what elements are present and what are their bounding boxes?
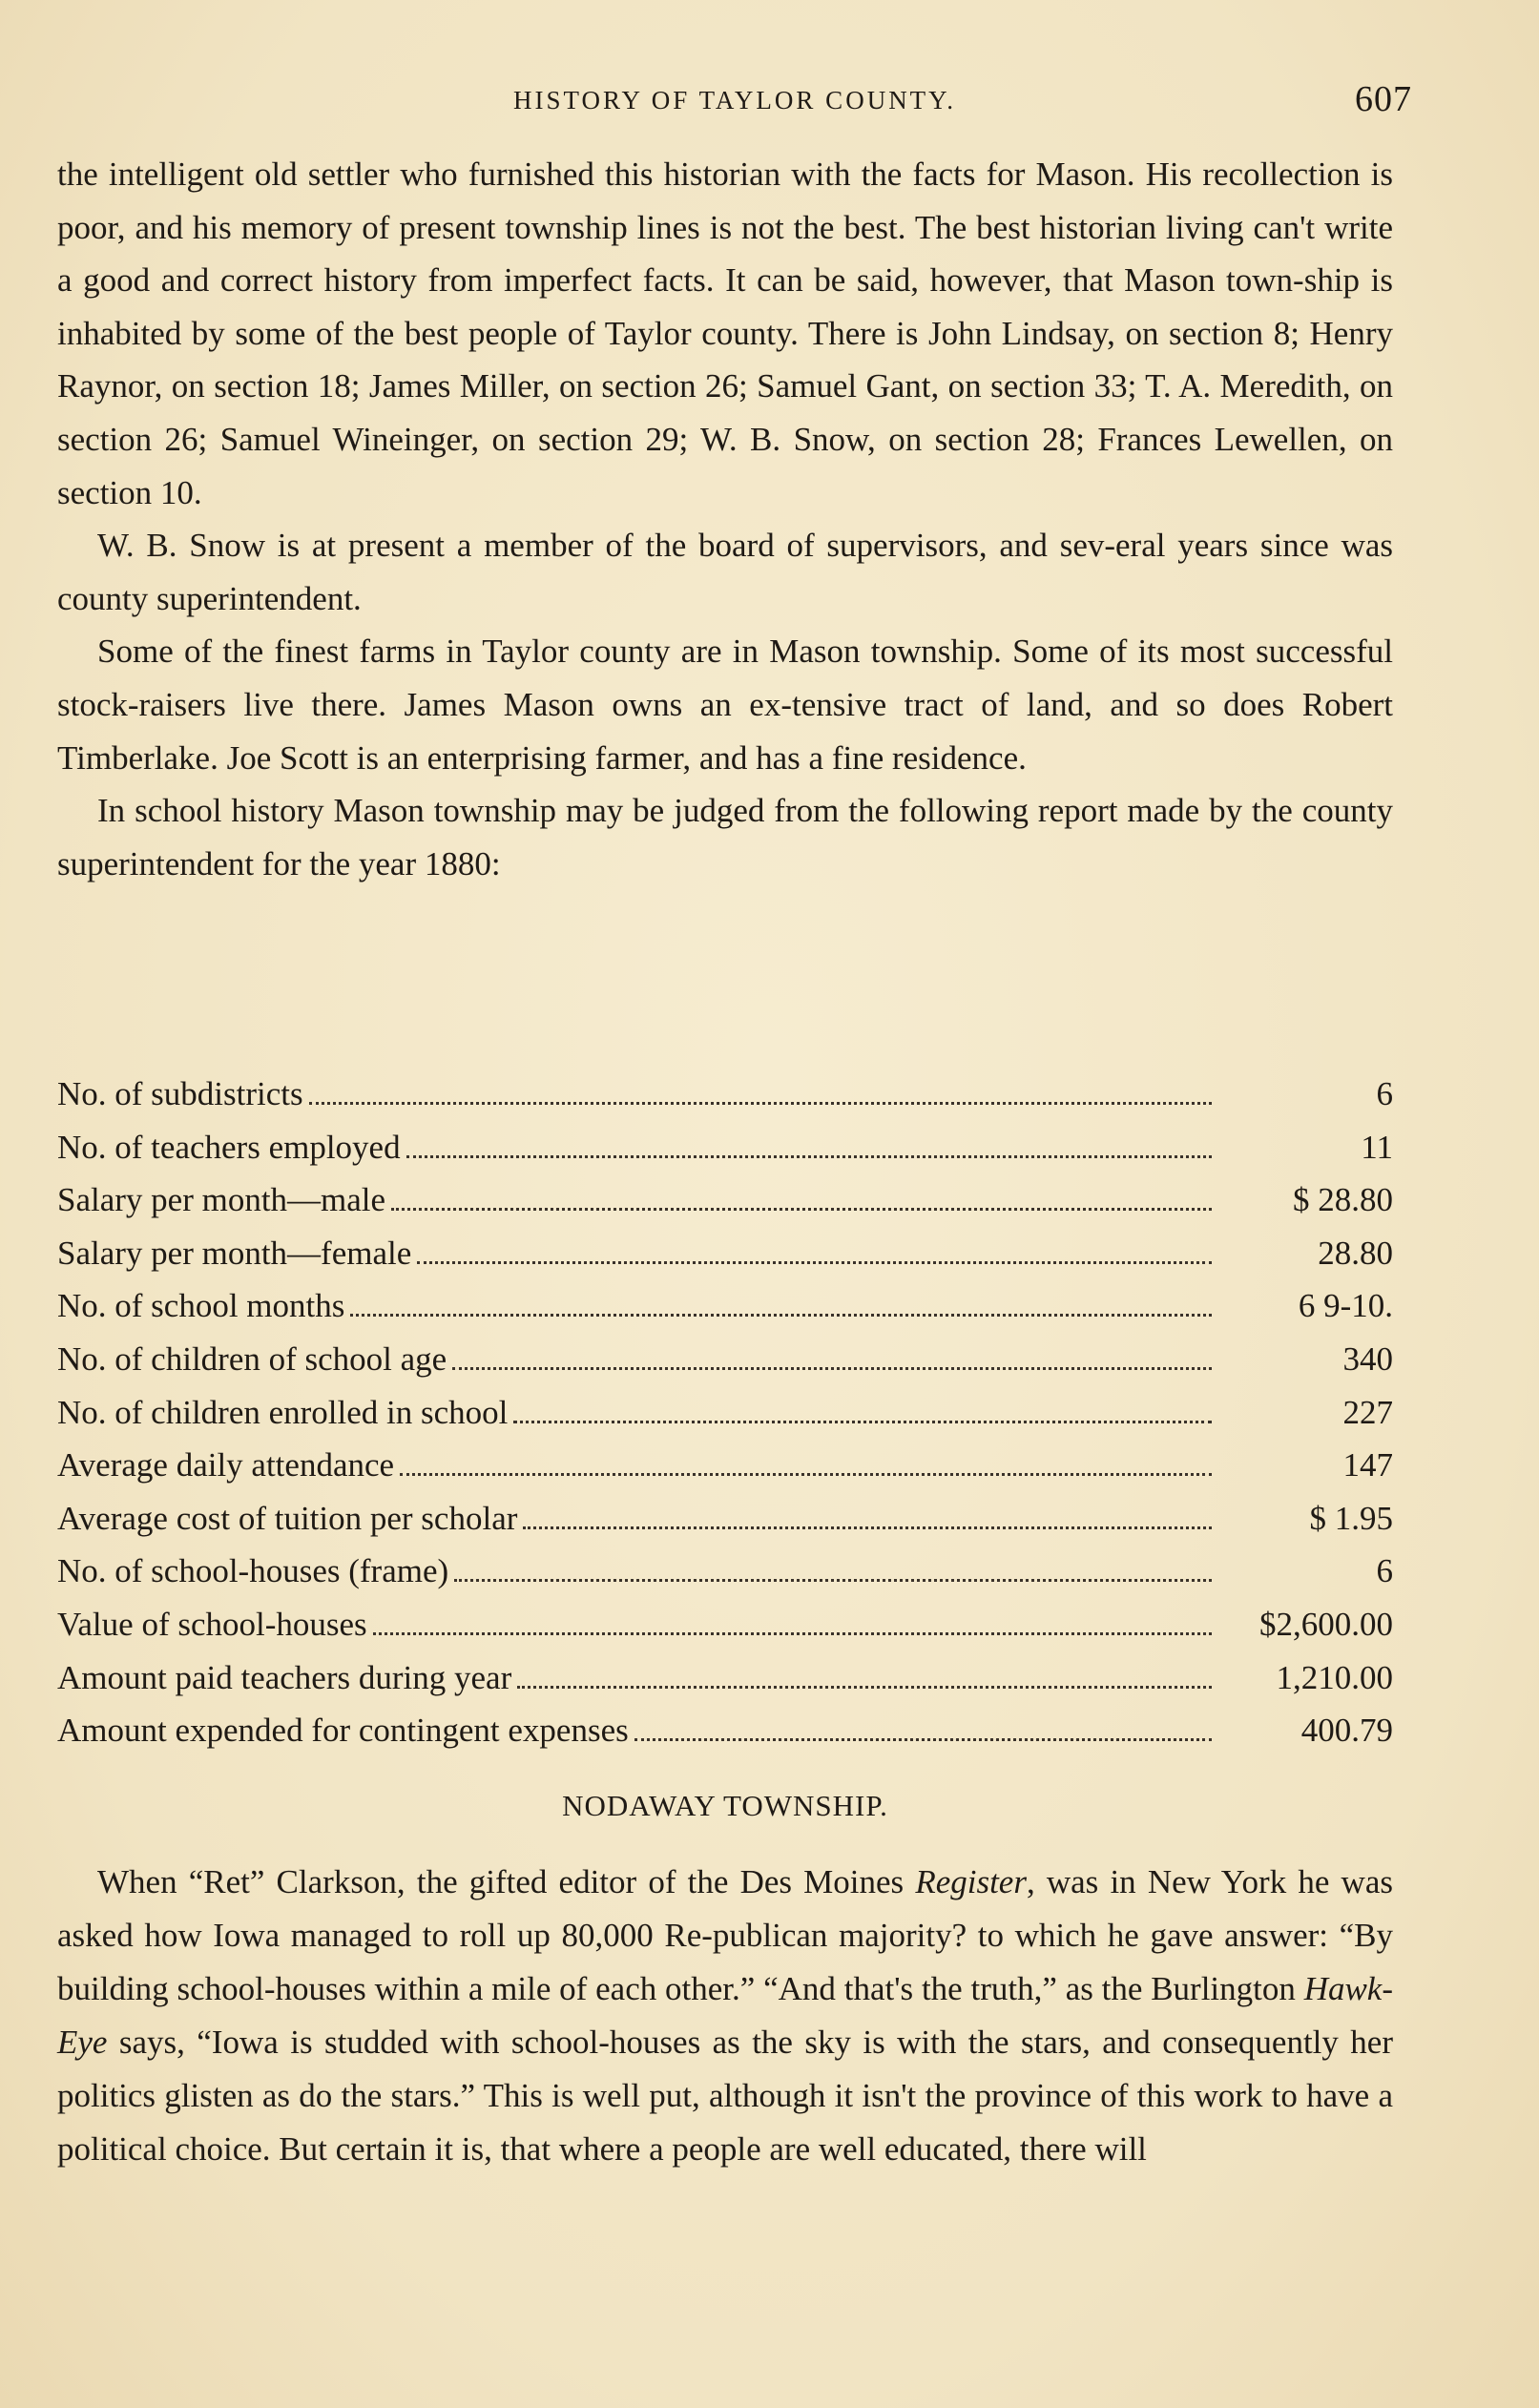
paragraph-farms: Some of the finest farms in Taylor county are in Mason township. Some of its most successful stock-raisers live there. James Mason owns an ex-tensive tract of land, and so does Robert Timberlake. Joe Scott is an enterprising farmer, and has a fine residence. [57, 633, 1393, 777]
report-row-label: No. of children enrolled in school [57, 1393, 509, 1431]
report-row [57, 1181, 1393, 1235]
dot-leader [454, 1578, 1212, 1582]
report-row [57, 1712, 1393, 1765]
report-row [57, 1235, 1393, 1288]
paragraph-school-history: In school history Mason township may be judged from the following report made by the county superintendent for the year 1880: [57, 792, 1393, 882]
report-row [57, 1394, 1393, 1447]
report-row-label: Amount expended for contingent expenses [57, 1712, 629, 1750]
report-row-value: 28.80 [1318, 1234, 1393, 1272]
paragraph-nodaway [57, 1856, 1393, 2176]
intro-text [57, 148, 1393, 890]
dot-leader [517, 1685, 1212, 1689]
report-row-label: Salary per month—female [57, 1234, 412, 1272]
nodaway-text-part-1: When “Ret” Clarkson, the gifted editor of the Des Moines [97, 1863, 916, 1900]
report-row-value: 6 9-10. [1298, 1287, 1393, 1325]
dot-leader [309, 1101, 1212, 1105]
report-row-label: Amount paid teachers during year [57, 1658, 512, 1696]
hawkeye-title: Hawk-Eye [57, 1970, 1393, 2061]
report-row [57, 1500, 1393, 1553]
report-row [57, 1552, 1393, 1606]
page-number: 607 [1355, 79, 1412, 119]
report-row-value: $ 28.80 [1293, 1181, 1393, 1219]
paragraph-snow: W. B. Snow is at present a member of the board of supervisors, and sev-eral years since was county superintendent. [57, 527, 1393, 617]
report-row-label: Value of school-houses [57, 1605, 367, 1643]
running-head [57, 78, 1412, 126]
report-row-value: $ 1.95 [1309, 1499, 1393, 1537]
report-row-label: No. of children of school age [57, 1339, 447, 1378]
nodaway-text-part-3: says, “Iowa is studded with school-houses as the sky is with the stars, and consequently her politics glisten as do the stars.” This is well put, although it isn't the province of this work to have a political choice. But certain it is, that where a people are well educated, there will [57, 2024, 1393, 2168]
report-row-value: 400.79 [1300, 1712, 1393, 1750]
nodaway-text [57, 1856, 1393, 2176]
dot-leader [513, 1420, 1212, 1423]
report-row [57, 1659, 1393, 1713]
report-row-label: Average daily attendance [57, 1446, 395, 1484]
report-row-label: No. of subdistricts [57, 1075, 303, 1112]
dot-leader [523, 1526, 1212, 1529]
report-row [57, 1129, 1393, 1182]
report-row-value: $2,600.00 [1259, 1605, 1393, 1643]
report-row [57, 1606, 1393, 1659]
dot-leader [634, 1737, 1212, 1741]
report-row [57, 1287, 1393, 1340]
dot-leader [391, 1207, 1212, 1211]
report-row-value: 340 [1342, 1339, 1393, 1378]
dot-leader [373, 1631, 1212, 1635]
running-title: HISTORY OF TAYLOR COUNTY. [513, 86, 956, 114]
report-row [57, 1446, 1393, 1500]
school-report-table [57, 1075, 1393, 1765]
report-row-value: 147 [1342, 1446, 1393, 1484]
report-row-value: 6 [1376, 1552, 1393, 1590]
section-heading-nodaway: NODAWAY TOWNSHIP. [562, 1789, 888, 1822]
report-row-value: 227 [1342, 1393, 1393, 1431]
report-row-label: No. of school months [57, 1287, 345, 1325]
dot-leader [417, 1260, 1212, 1264]
report-row-label: No. of teachers employed [57, 1128, 401, 1166]
dot-leader [400, 1472, 1212, 1476]
report-row [57, 1075, 1393, 1129]
report-row [57, 1340, 1393, 1394]
dot-leader [452, 1366, 1212, 1370]
paragraph-mason-settlers: the intelligent old settler who furnished this historian with the facts for Mason. His recollection is poor, and his memory of present township lines is not the best. The best historian living can't write a good and correct history from imperfect facts. It can be said, however, that Mason town-ship is inhabited by some of the best people of Taylor county. There is John Lindsay, on section 8; Henry Raynor, on section 18; James Miller, on section 26; Samuel Gant, on section 33; T. A. Meredith, on section 26; Samuel Wineinger, on section 29; W. B. Snow, on section 28; Frances Lewellen, on section 10. [57, 156, 1393, 511]
report-row-value: 6 [1376, 1075, 1393, 1112]
dot-leader [406, 1154, 1212, 1158]
report-row-label: Salary per month—male [57, 1181, 386, 1219]
dot-leader [350, 1313, 1212, 1317]
nodaway-text-part-2: , was in New York he was asked how Iowa managed to roll up 80,000 Re-publican majority? to which he gave answer: “By building school-houses within a mile of each other.” “And that's the truth,” as the Burlington [57, 1863, 1393, 2007]
report-row-label: No. of school-houses (frame) [57, 1552, 449, 1590]
report-row-label: Average cost of tuition per scholar [57, 1499, 518, 1537]
report-row-value: 1,210.00 [1276, 1658, 1393, 1696]
register-title: Register [915, 1863, 1027, 1900]
report-row-value: 11 [1361, 1128, 1393, 1166]
